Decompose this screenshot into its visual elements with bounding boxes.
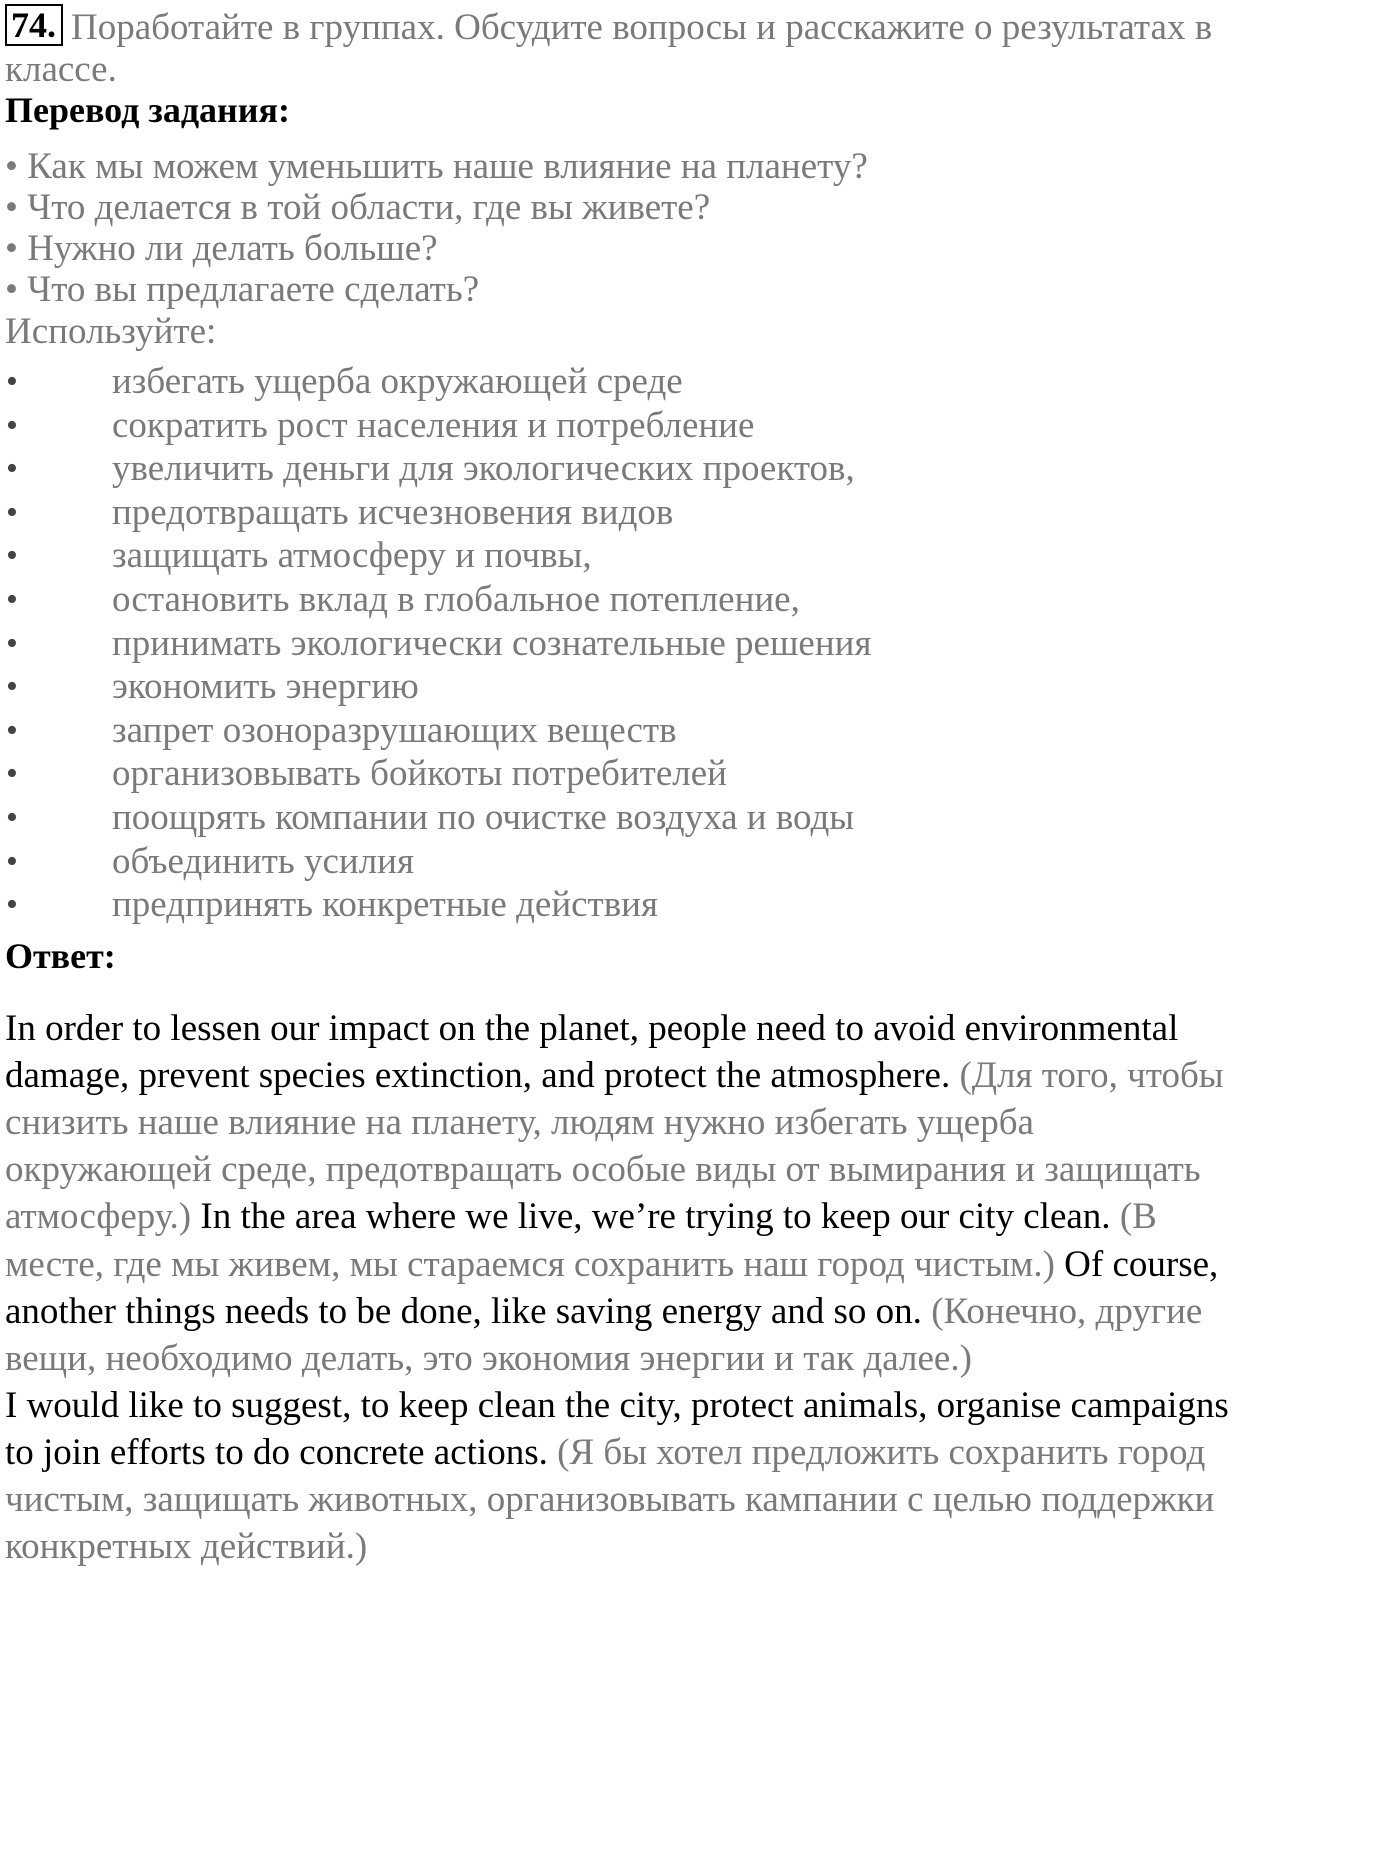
answer-russian-translation: (Для того, чтобы (959, 1055, 1224, 1097)
question-item: • Что делается в той области, где вы живете? (5, 187, 711, 228)
bullet-icon: • (6, 624, 18, 662)
use-list-item-text: предпринять конкретные действия (112, 884, 659, 926)
bullet-icon: • (6, 363, 18, 400)
bullet-icon: • (6, 406, 18, 444)
answer-english-text: In order to lessen our impact on the planet, people need to avoid environmental (5, 1008, 1179, 1049)
bullet-icon: • (6, 493, 18, 531)
use-list-item-text: принимать экологически сознательные решения (112, 622, 872, 664)
answer-russian-translation: (В (1119, 1196, 1157, 1238)
answer-russian-translation: окружающей среде, предотвращать особые виды от вымирания и защищать (5, 1149, 1201, 1191)
task-instruction-line-1 (5, 4, 1212, 52)
task-instruction-line-2: классе. (5, 49, 117, 90)
use-list-item-text: поощрять компании по очистке воздуха и воды (112, 797, 855, 838)
use-label: Используйте: (5, 311, 217, 352)
use-list-item-text: запрет озоноразрушающих веществ (112, 709, 677, 751)
use-list-item-text: объединить усилия (112, 840, 414, 882)
question-item: • Как мы можем уменьшить наше влияние на планету? (5, 146, 868, 187)
use-list-item-text: сократить рост населения и потребление (112, 404, 755, 446)
answer-russian-translation: атмосферу.) (5, 1196, 201, 1238)
bullet-icon: • (6, 711, 18, 749)
use-list-item-text: экономить энергию (112, 666, 419, 708)
bullet-icon: • (6, 537, 18, 575)
answer-russian-translation: чистым, защищать животных, организовывать кампании с целью поддержки (5, 1479, 1215, 1520)
task-number-box: 74. (5, 4, 63, 46)
answer-english-text: to join efforts to do concrete actions. (5, 1431, 558, 1473)
translation-heading: Перевод задания: (5, 90, 290, 130)
answer-russian-translation: (Конечно, другие (931, 1290, 1203, 1332)
answer-russian-translation: конкретных действий.) (5, 1526, 368, 1568)
bullet-icon: • (6, 581, 18, 618)
answer-russian-translation: месте, где мы живем, мы стараемся сохранить наш город чистым.) (5, 1243, 1065, 1285)
answer-heading: Ответ: (5, 936, 116, 976)
answer-english-text: another things needs to be done, like saving energy and so on. (5, 1290, 932, 1332)
use-list-item-text: увеличить деньги для экологических проектов, (112, 448, 855, 490)
use-list-item-text: избегать ущерба окружающей среде (112, 361, 683, 402)
bullet-icon: • (6, 799, 18, 836)
question-item: • Что вы предлагаете сделать? (5, 269, 480, 310)
bullet-icon: • (6, 755, 18, 793)
use-list-item-text: организовывать бойкоты потребителей (112, 753, 727, 795)
use-list-item-text: остановить вклад в глобальное потепление, (112, 579, 800, 620)
bullet-icon: • (6, 842, 18, 880)
answer-russian-translation: вещи, необходимо делать, это экономия энергии и так далее.) (5, 1337, 972, 1379)
bullet-icon: • (6, 450, 18, 488)
bullet-icon: • (6, 886, 18, 924)
question-item: • Нужно ли делать больше? (5, 228, 438, 269)
bullet-icon: • (6, 668, 18, 706)
use-list-item-text: предотвращать исчезновения видов (112, 491, 674, 533)
task-instruction-text: Поработайте в группах. Обсудите вопросы и расскажите о результатах в (71, 7, 1213, 48)
answer-english-text: In the area where we live, we’re trying to keep our city clean. (200, 1196, 1120, 1238)
answer-english-text: Of course, (1064, 1243, 1219, 1285)
answer-english-text: damage, prevent species extinction, and protect the atmosphere. (5, 1055, 960, 1097)
answer-english-text: I would like to suggest, to keep clean the city, protect animals, organise campaigns (5, 1384, 1229, 1426)
answer-line (5, 1519, 367, 1574)
answer-russian-translation: снизить наше влияние на планету, людям нужно избегать ущерба (5, 1102, 1034, 1144)
answer-russian-translation: (Я бы хотел предложить сохранить город (557, 1431, 1206, 1473)
use-list-item-text: защищать атмосферу и почвы, (112, 535, 592, 577)
